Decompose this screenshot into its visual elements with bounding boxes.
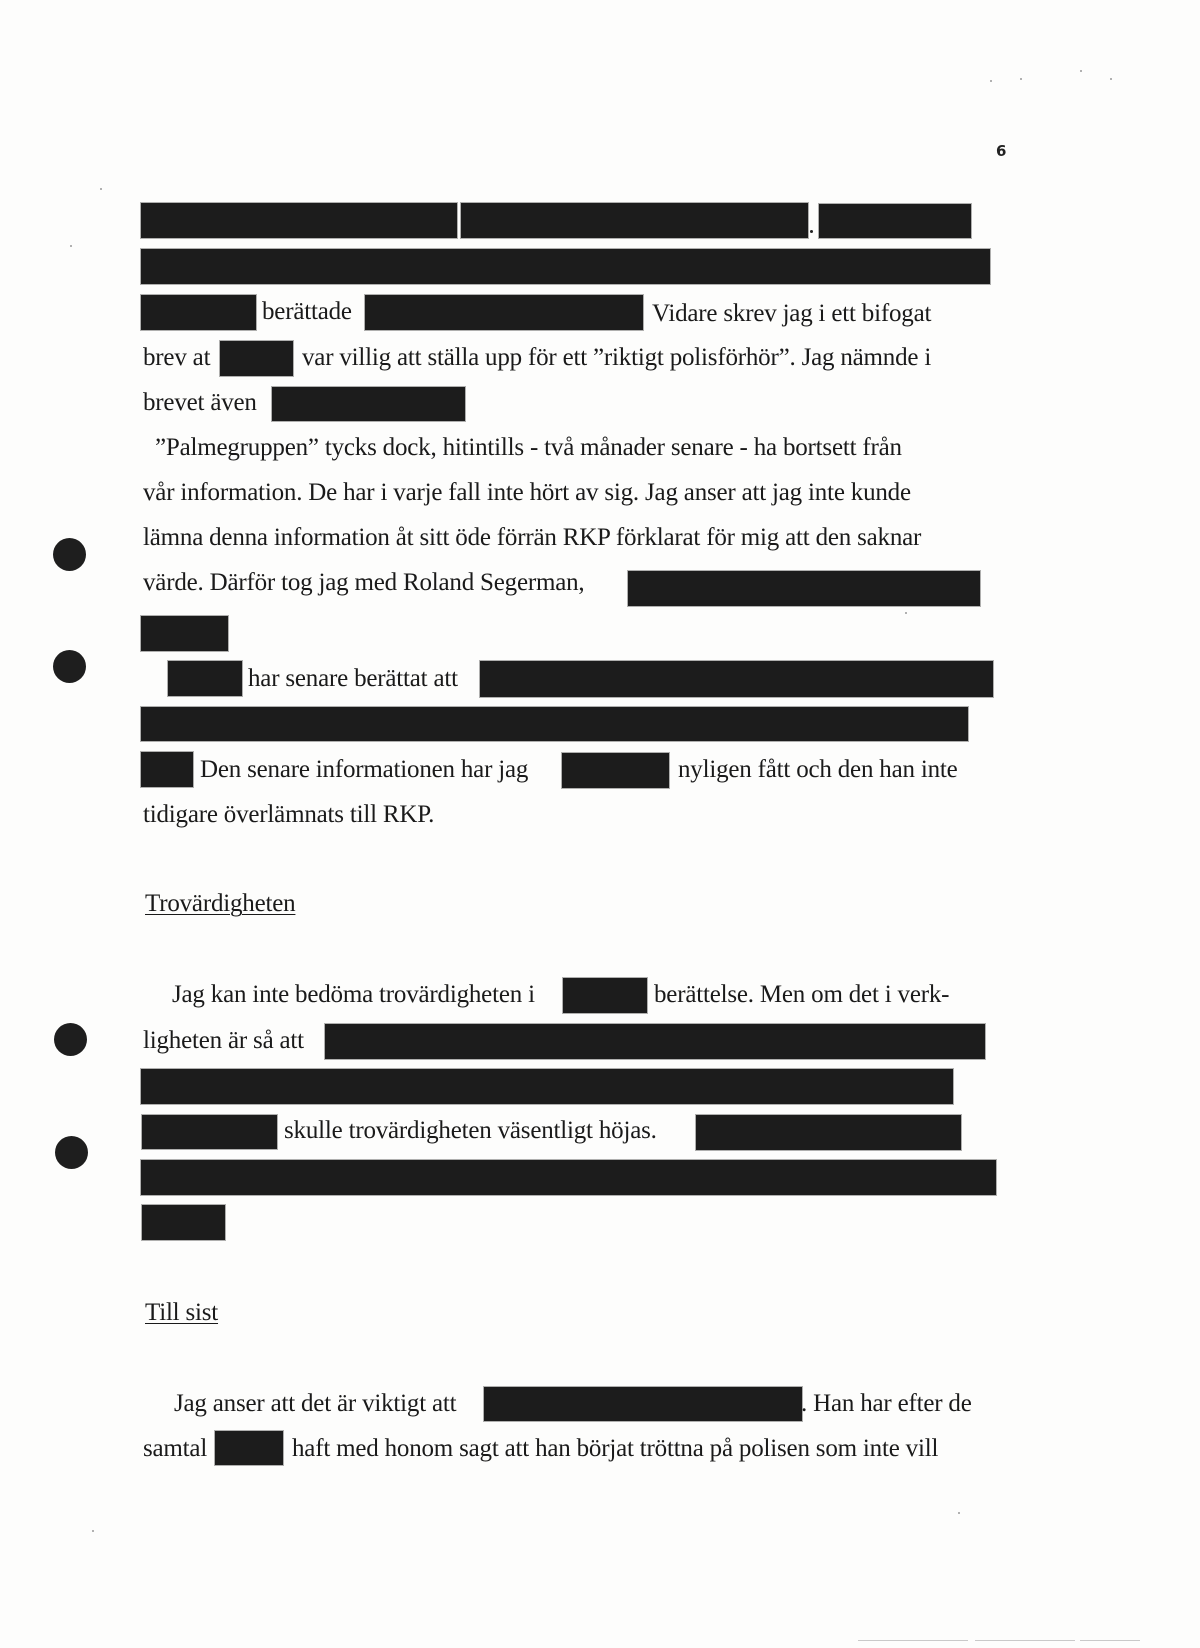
body-text: nyligen fått och den han inte — [678, 756, 958, 783]
body-text: Jag anser att det är viktigt att — [174, 1390, 457, 1417]
section-heading: Trovärdigheten — [145, 890, 296, 917]
redaction-box — [141, 1160, 996, 1195]
body-text: skulle trovärdigheten väsentligt höjas. — [284, 1117, 657, 1144]
body-text: berättade — [262, 298, 352, 325]
redaction-box — [215, 1431, 283, 1465]
redaction-box — [142, 1205, 225, 1240]
redaction-box — [562, 753, 669, 788]
scan-speck — [958, 1512, 960, 1514]
body-text: ligheten är så att — [143, 1027, 304, 1054]
scan-speck — [100, 188, 102, 190]
body-text: vår information. De har i varje fall inte hört av sig. Jag anser att jag inte kunde — [143, 479, 911, 506]
body-text: har senare berättat att — [248, 665, 458, 692]
redaction-box — [480, 661, 993, 697]
redaction-box — [141, 249, 990, 284]
redaction-box — [142, 1115, 277, 1149]
punch-hole — [53, 538, 86, 571]
redaction-box — [141, 203, 457, 238]
body-text: haft med honom sagt att han börjat tröttna på polisen som inte vill — [292, 1435, 939, 1462]
body-text: värde. Därför tog jag med Roland Segerman, — [143, 569, 585, 596]
redaction-box — [563, 978, 647, 1013]
scan-speck — [70, 245, 72, 247]
scan-edge-line — [975, 1640, 1075, 1641]
redaction-box — [325, 1024, 985, 1059]
scan-edge-line — [858, 1640, 968, 1641]
punch-hole — [53, 650, 86, 683]
section-heading: Till sist — [145, 1299, 219, 1326]
period-mark — [810, 230, 813, 233]
redaction-box — [461, 203, 808, 238]
redaction-box — [365, 295, 643, 330]
body-text: Vidare skrev jag i ett bifogat — [652, 300, 932, 327]
redaction-box — [272, 387, 465, 421]
scan-speck — [92, 1530, 94, 1532]
body-text: berättelse. Men om det i verk- — [654, 981, 950, 1008]
body-text: Den senare informationen har jag — [200, 756, 529, 783]
redaction-box — [141, 295, 256, 330]
body-text: . Han har efter de — [801, 1390, 972, 1417]
redaction-box — [628, 571, 980, 606]
body-text: tidigare överlämnats till RKP. — [143, 801, 435, 828]
redaction-box — [141, 752, 193, 787]
punch-hole — [55, 1136, 88, 1169]
body-text: brevet även — [143, 389, 257, 416]
scan-speck — [905, 612, 907, 614]
scan-speck — [1080, 70, 1082, 72]
redaction-box — [141, 1069, 953, 1104]
redaction-box — [484, 1387, 802, 1421]
body-text: var villig att ställa upp för ett ”riktigt polisförhör”. Jag nämnde i — [302, 344, 932, 371]
redaction-box — [141, 707, 968, 741]
redaction-box — [819, 204, 971, 238]
body-text: brev at — [143, 344, 211, 371]
redaction-box — [220, 341, 293, 376]
scan-speck — [1110, 78, 1112, 80]
punch-hole — [54, 1023, 87, 1056]
scan-speck — [990, 80, 992, 82]
redaction-box — [141, 616, 228, 651]
scan-edge-line — [1080, 1640, 1140, 1641]
page-number: 6 — [996, 142, 1007, 160]
body-text: samtal — [143, 1435, 208, 1462]
body-text: Jag kan inte bedöma trovärdigheten i — [172, 981, 535, 1008]
scan-speck — [1020, 78, 1022, 80]
redaction-box — [168, 661, 242, 696]
body-text: lämna denna information åt sitt öde förrän RKP förklarat för mig att den saknar — [143, 524, 922, 551]
body-text: ”Palmegruppen” tycks dock, hitintills - två månader senare - ha bortsett från — [155, 434, 902, 461]
redaction-box — [696, 1115, 961, 1150]
